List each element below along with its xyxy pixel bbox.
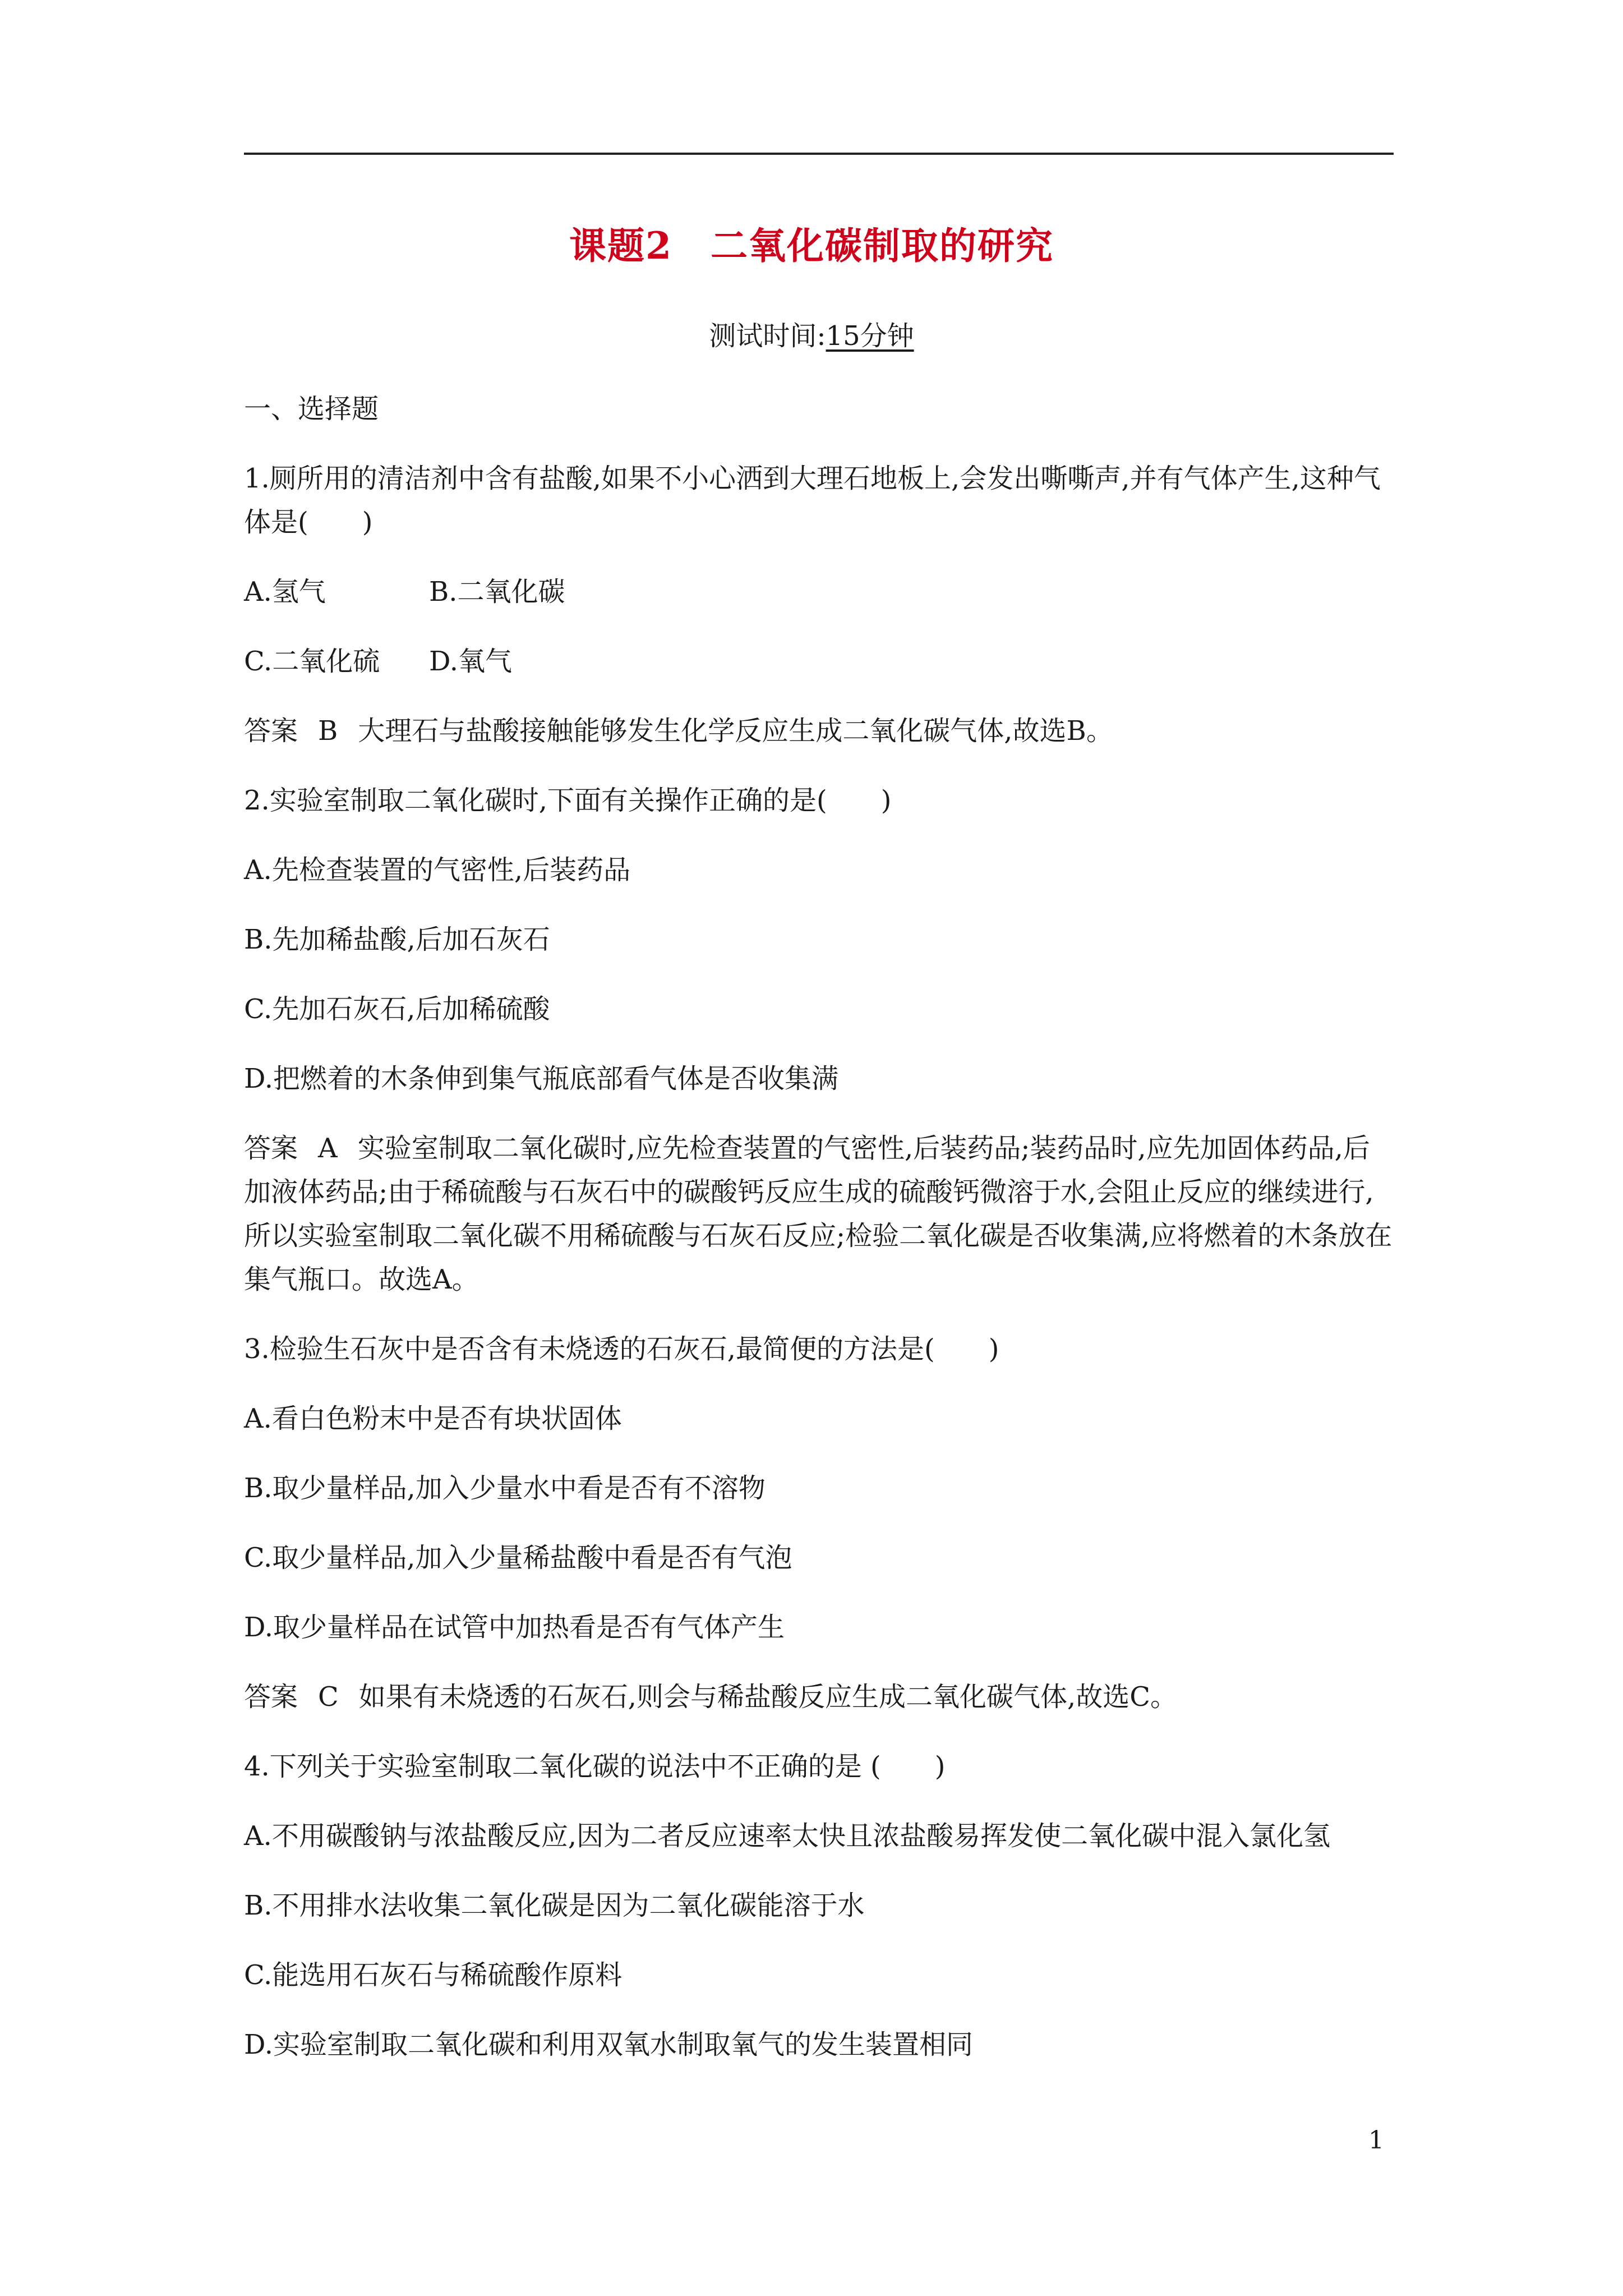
page-title: 课题2 二氧化碳制取的研究 [569, 224, 1054, 268]
answer-label: 答案 [244, 715, 298, 747]
test-time-value: 15分钟 [826, 320, 914, 352]
question-1-options-row-1 [244, 570, 1394, 614]
question-1-option-a: A.氢气 [244, 576, 326, 608]
test-time [0, 314, 1623, 353]
question-4-option-a: A.不用碳酸钠与浓盐酸反应,因为二者反应速率太快且浓盐酸易挥发使二氧化碳中混入氯化氢 [244, 1820, 1331, 1852]
question-1-option-d: D.氧气 [429, 646, 513, 677]
question-1-answer [244, 709, 1394, 753]
question-4-option-c: C.能选用石灰石与稀硫酸作原料 [244, 1959, 623, 1991]
question-2-explanation: 实验室制取二氧化碳时,应先检查装置的气密性,后装药品;装药品时,应先加固体药品,后加液体药品;由于稀硫酸与石灰石中的碳酸钙反应生成的硫酸钙微溶于水,会阻止反应的继续进行,所以实验室制取二氧化碳不用稀硫酸与石灰石反应;检验二氧化碳是否收集满,应将燃着的木条放在集气瓶口。故选A。 [244, 1133, 1393, 1295]
question-3-option-d: D.取少量样品在试管中加热看是否有气体产生 [244, 1612, 785, 1643]
question-1-option-c: C.二氧化硫 [244, 646, 380, 677]
question-2-option-a: A.先检查装置的气密性,后装药品 [244, 854, 631, 886]
question-2-option-d: D.把燃着的木条伸到集气瓶底部看气体是否收集满 [244, 1063, 839, 1094]
content [244, 387, 1394, 2092]
question-3-answer-letter: C [318, 1681, 339, 1713]
question-4-option-d: D.实验室制取二氧化碳和利用双氧水制取氧气的发生装置相同 [244, 2029, 974, 2060]
question-3-explanation: 如果有未烧透的石灰石,则会与稀盐酸反应生成二氧化碳气体,故选C。 [358, 1681, 1177, 1713]
question-1-options-row-2 [244, 639, 1394, 683]
question-4-stem: 4.下列关于实验室制取二氧化碳的说法中不正确的是 ( ) [244, 1751, 946, 1782]
question-3-answer [244, 1675, 1394, 1719]
question-2-answer-letter: A [318, 1133, 338, 1164]
question-1-explanation: 大理石与盐酸接触能够发生化学反应生成二氧化碳气体,故选B。 [358, 715, 1113, 747]
answer-label: 答案 [244, 1133, 298, 1164]
question-3-option-c: C.取少量样品,加入少量稀盐酸中看是否有气泡 [244, 1542, 792, 1573]
question-2-stem: 2.实验室制取二氧化碳时,下面有关操作正确的是( ) [244, 785, 892, 816]
question-2-option-b: B.先加稀盐酸,后加石灰石 [244, 924, 550, 955]
question-3-stem: 3.检验生石灰中是否含有未烧透的石灰石,最简便的方法是( ) [244, 1333, 999, 1365]
test-time-label: 测试时间: [709, 320, 826, 352]
page-number: 1 [1368, 2126, 1384, 2155]
question-3-option-a: A.看白色粉末中是否有块状固体 [244, 1403, 622, 1434]
header-rule [244, 153, 1394, 155]
question-1-answer-letter: B [318, 715, 338, 747]
question-2-answer [244, 1126, 1394, 1301]
question-1-option-b: B.二氧化碳 [429, 576, 565, 608]
question-2-option-c: C.先加石灰石,后加稀硫酸 [244, 993, 550, 1025]
section-heading: 一、选择题 [244, 393, 379, 425]
question-3-option-b: B.取少量样品,加入少量水中看是否有不溶物 [244, 1473, 766, 1504]
question-1-stem: 1.厕所用的清洁剂中含有盐酸,如果不小心洒到大理石地板上,会发出嘶嘶声,并有气体产生,这种气体是( ) [244, 463, 1381, 538]
answer-label: 答案 [244, 1681, 298, 1713]
question-4-option-b: B.不用排水法收集二氧化碳是因为二氧化碳能溶于水 [244, 1890, 865, 1921]
